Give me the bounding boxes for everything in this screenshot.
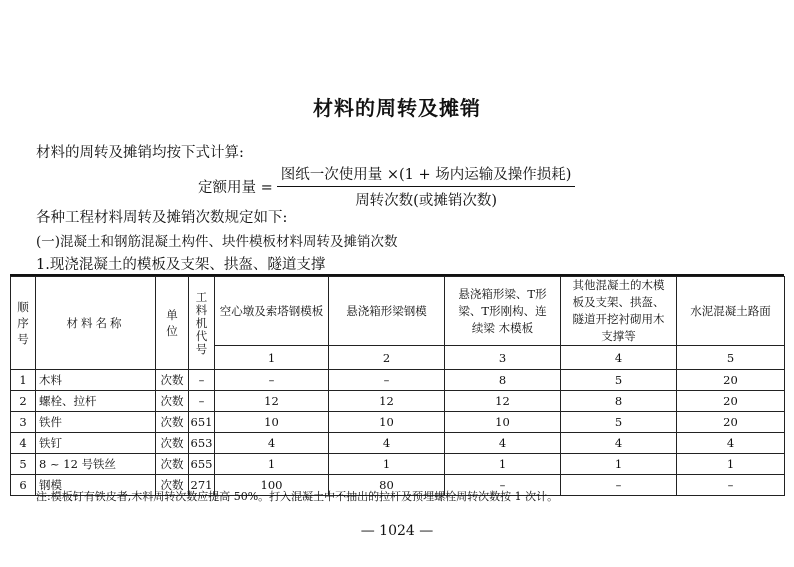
header-col-5: 水泥混凝土路面 [677, 277, 785, 346]
row-code: 655 [189, 454, 215, 475]
row-value-3: 12 [445, 391, 561, 412]
formula [198, 163, 575, 210]
row-value-1: 10 [215, 412, 329, 433]
row-value-1: 1 [215, 454, 329, 475]
header-row [11, 277, 785, 346]
header-code: 工料机代号 [189, 277, 215, 370]
section-heading: (一)混凝土和钢筋混凝土构件、块件模板材料周转及摊销次数 [36, 234, 398, 250]
row-value-3: 1 [445, 454, 561, 475]
row-code: 271 [189, 475, 215, 496]
table-row [11, 391, 785, 412]
table-row [11, 412, 785, 433]
header-col-1: 空心墩及索塔钢模板 [215, 277, 329, 346]
row-value-5: – [677, 475, 785, 496]
row-code: – [189, 391, 215, 412]
page-title: 材料的周转及摊销 [313, 96, 481, 120]
col-number-3: 3 [445, 346, 561, 370]
row-value-4: 1 [561, 454, 677, 475]
table-row [11, 370, 785, 391]
header-col-4: 其他混凝土的木模板及支架、拱盔、隧道开挖衬砌用木支撑等 [561, 277, 677, 346]
turnover-table [10, 276, 785, 496]
paragraph-2: 各种工程材料周转及摊销次数规定如下: [36, 210, 288, 226]
formula-fraction [277, 163, 576, 210]
header-seq: 顺序号 [11, 277, 36, 370]
row-unit: 次数 [156, 475, 189, 496]
row-unit: 次数 [156, 433, 189, 454]
row-seq: 4 [11, 433, 36, 454]
row-value-1: – [215, 370, 329, 391]
row-value-1: 100 [215, 475, 329, 496]
row-code: – [189, 370, 215, 391]
row-seq: 1 [11, 370, 36, 391]
col-number-4: 4 [561, 346, 677, 370]
col-number-5: 5 [677, 346, 785, 370]
row-value-4: 4 [561, 433, 677, 454]
row-value-5: 20 [677, 412, 785, 433]
col-number-1: 1 [215, 346, 329, 370]
row-unit: 次数 [156, 412, 189, 433]
row-value-5: 20 [677, 391, 785, 412]
table-row [11, 454, 785, 475]
row-material: 铁钉 [36, 433, 156, 454]
subsection-heading: 1.现浇混凝土的模板及支架、拱盔、隧道支撑 [36, 257, 326, 273]
header-col-3: 悬浇箱形梁、T形梁、T形刚构、连续梁 木模板 [445, 277, 561, 346]
row-value-4: 8 [561, 391, 677, 412]
row-material: 8 ~ 12 号铁丝 [36, 454, 156, 475]
row-value-4: – [561, 475, 677, 496]
row-seq: 3 [11, 412, 36, 433]
row-unit: 次数 [156, 370, 189, 391]
row-value-1: 12 [215, 391, 329, 412]
row-material: 螺栓、拉杆 [36, 391, 156, 412]
row-material: 木料 [36, 370, 156, 391]
header-name: 材料名称 [36, 277, 156, 370]
row-code: 653 [189, 433, 215, 454]
row-value-2: 80 [329, 475, 445, 496]
row-value-3: 8 [445, 370, 561, 391]
row-value-4: 5 [561, 412, 677, 433]
row-value-2: 10 [329, 412, 445, 433]
col-number-2: 2 [329, 346, 445, 370]
row-unit: 次数 [156, 454, 189, 475]
table-footnote: 注:模板钉有铁皮者,木料周转次数应提高 50%。打入混凝土中不抽出的拉杆及预埋螺栓周转次数按 1 次计。 [36, 490, 559, 503]
row-value-3: 4 [445, 433, 561, 454]
table-row [11, 433, 785, 454]
header-unit: 单位 [156, 277, 189, 370]
intro-text: 材料的周转及摊销均按下式计算: [36, 145, 244, 161]
row-material: 铁件 [36, 412, 156, 433]
row-value-1: 4 [215, 433, 329, 454]
row-seq: 5 [11, 454, 36, 475]
row-seq: 2 [11, 391, 36, 412]
row-code: 651 [189, 412, 215, 433]
row-value-5: 1 [677, 454, 785, 475]
row-value-2: 12 [329, 391, 445, 412]
header-col-2: 悬浇箱形梁钢模 [329, 277, 445, 346]
row-value-5: 4 [677, 433, 785, 454]
formula-lhs: 定额用量 = [198, 180, 273, 196]
page-number: — 1024 — [360, 523, 434, 539]
formula-numerator: 图纸一次使用量 ×(1 + 场内运输及操作损耗) [277, 163, 576, 187]
row-unit: 次数 [156, 391, 189, 412]
row-value-3: 10 [445, 412, 561, 433]
row-seq: 6 [11, 475, 36, 496]
row-material: 钢模 [36, 475, 156, 496]
formula-denominator: 周转次数(或摊销次数) [355, 193, 498, 209]
row-value-2: 1 [329, 454, 445, 475]
row-value-2: 4 [329, 433, 445, 454]
row-value-4: 5 [561, 370, 677, 391]
row-value-2: – [329, 370, 445, 391]
row-value-5: 20 [677, 370, 785, 391]
row-value-3: – [445, 475, 561, 496]
